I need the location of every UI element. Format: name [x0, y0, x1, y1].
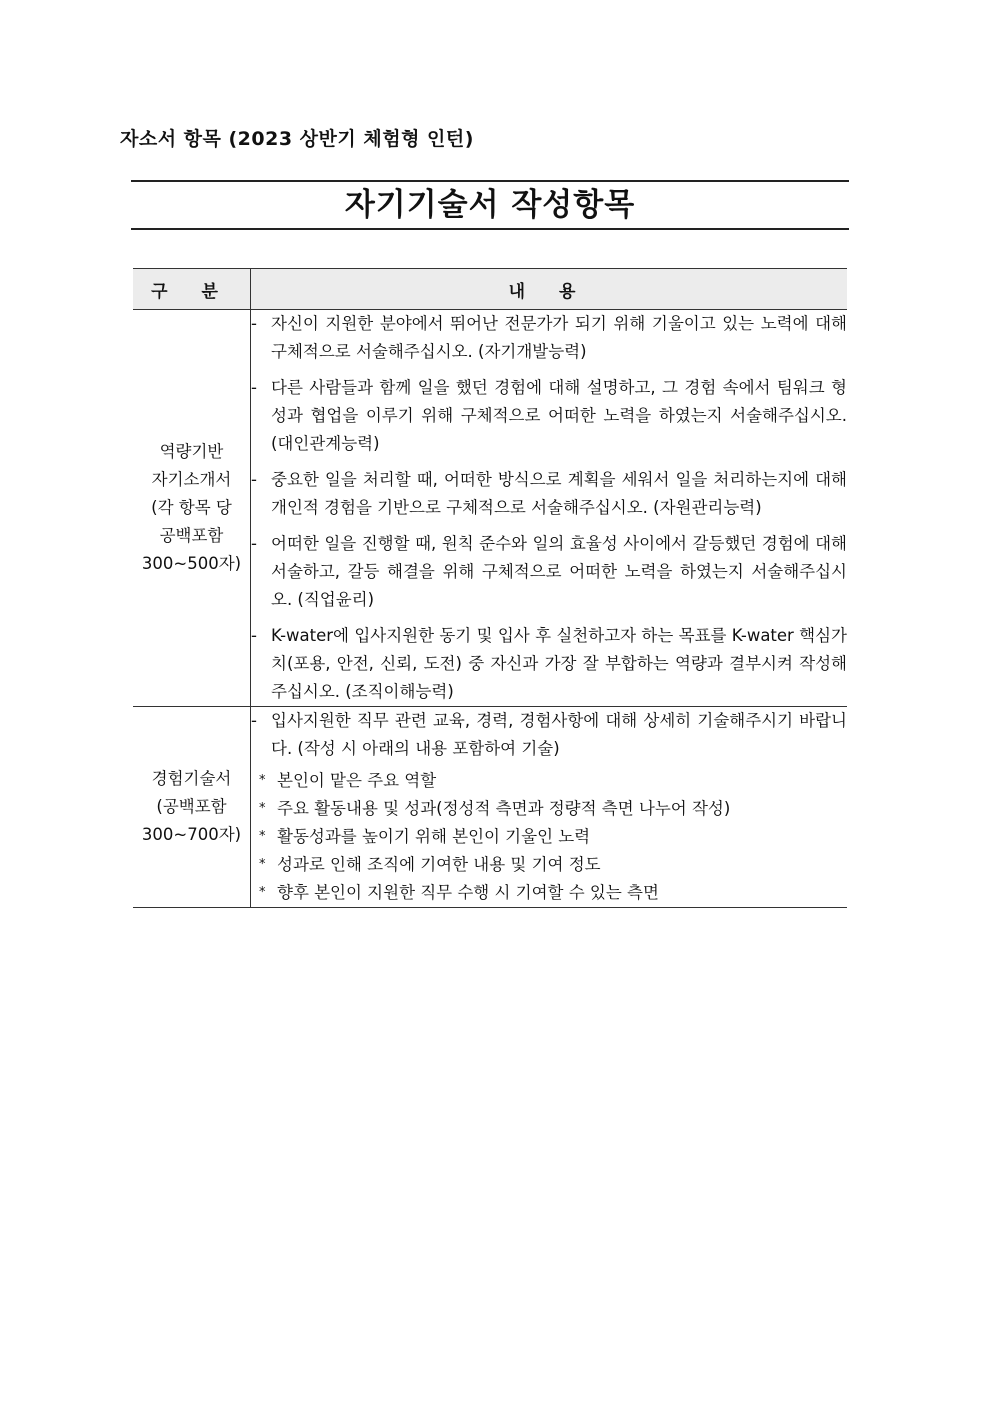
- item-text: 자신이 지원한 분야에서 뛰어난 전문가가 되기 위해 기울이고 있는 노력에 대해 구체적으로 서술해주십시오. (자기개발능력): [271, 314, 847, 361]
- dash-bullet: -: [251, 314, 257, 333]
- asterisk-bullet: *: [259, 801, 266, 816]
- dash-bullet: -: [251, 626, 257, 645]
- item-text: 입사지원한 직무 관련 교육, 경력, 경험사항에 대해 상세히 기술해주시기 바랍니다. (작성 시 아래의 내용 포함하여 기술): [271, 711, 847, 758]
- dash-bullet: -: [251, 470, 257, 489]
- sub-item-text: 성과로 인해 조직에 기여한 내용 및 기여 정도: [277, 855, 601, 874]
- category-line: 300~700자): [141, 825, 242, 844]
- list-item: [251, 310, 847, 366]
- category-cell-competency: [133, 310, 251, 707]
- asterisk-bullet: *: [259, 829, 266, 844]
- asterisk-bullet: *: [259, 773, 266, 788]
- header-category: 구 분: [133, 269, 251, 310]
- sub-item-text: 향후 본인이 지원한 직무 수행 시 기여할 수 있는 측면: [277, 883, 659, 902]
- sub-item-text: 본인이 맡은 주요 역할: [277, 771, 437, 790]
- table-row: [133, 310, 847, 707]
- sub-list-item: [251, 879, 847, 907]
- sub-item-text: 활동성과를 높이기 위해 본인이 기울인 노력: [277, 827, 591, 846]
- category-line: 공백포함: [159, 526, 224, 545]
- sub-list-item: [251, 851, 847, 879]
- content-cell-experience: [251, 707, 848, 908]
- category-line: 자기소개서: [151, 470, 232, 489]
- sub-item-text: 주요 활동내용 및 성과(정성적 측면과 정량적 측면 나누어 작성): [277, 799, 731, 818]
- table-row: [133, 707, 847, 908]
- sub-list-item: [251, 823, 847, 851]
- list-item: [251, 530, 847, 614]
- list-item: [251, 707, 847, 763]
- asterisk-bullet: *: [259, 885, 266, 900]
- category-line: 300~500자): [141, 554, 242, 573]
- category-line: (공백포함: [156, 797, 227, 816]
- dash-bullet: -: [251, 534, 257, 553]
- content-table: [133, 268, 847, 908]
- sub-list-item: [251, 795, 847, 823]
- dash-bullet: -: [251, 378, 257, 397]
- list-item: [251, 466, 847, 522]
- content-cell-competency: [251, 310, 848, 707]
- category-cell-experience: [133, 707, 251, 908]
- item-text: 어떠한 일을 진행할 때, 원칙 준수와 일의 효율성 사이에서 갈등했던 경험에 대해 서술하고, 갈등 해결을 위해 구체적으로 어떠한 노력을 하였는지 서술해주십시오. (직업윤리): [271, 534, 847, 609]
- item-text: 중요한 일을 처리할 때, 어떠한 방식으로 계획을 세워서 일을 처리하는지에 대해 개인적 경험을 기반으로 구체적으로 서술해주십시오. (자원관리능력): [271, 470, 847, 517]
- dash-bullet: -: [251, 711, 257, 730]
- category-line: (각 항목 당: [151, 498, 232, 517]
- asterisk-bullet: *: [259, 857, 266, 872]
- table-header-row: [133, 269, 847, 310]
- document-title: 자기기술서 작성항목: [131, 180, 849, 230]
- sub-list-item: [251, 767, 847, 795]
- list-item: [251, 374, 847, 458]
- item-text: K-water에 입사지원한 동기 및 입사 후 실천하고자 하는 목표를 K-water 핵심가치(포용, 안전, 신뢰, 도전) 중 자신과 가장 잘 부합하는 역량과 결부시켜 작성해주십시오. (조직이해능력): [271, 626, 847, 701]
- category-line: 역량기반: [159, 442, 224, 461]
- category-line: 경험기술서: [151, 769, 232, 788]
- list-item: [251, 622, 847, 706]
- item-text: 다른 사람들과 함께 일을 했던 경험에 대해 설명하고, 그 경험 속에서 팀워크 형성과 협업을 이루기 위해 구체적으로 어떠한 노력을 하였는지 서술해주십시오. (대인관계능력): [271, 378, 847, 453]
- header-content: 내 용: [251, 269, 848, 310]
- document-caption: 자소서 항목 (2023 상반기 체험형 인턴): [120, 128, 474, 150]
